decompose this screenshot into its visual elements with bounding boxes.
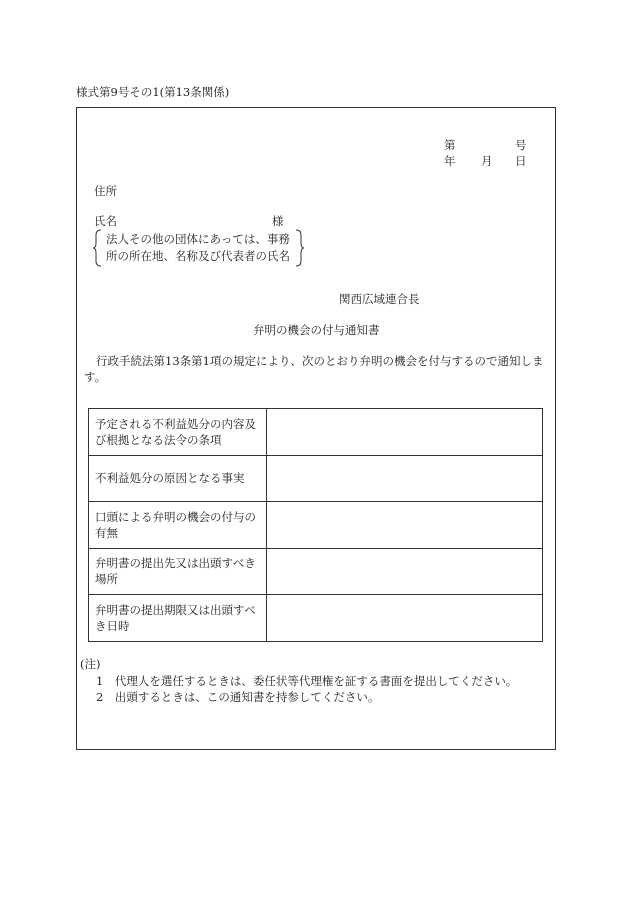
note-item: 2 出頭するときは、この通知書を持参してください。 xyxy=(96,690,380,704)
row-label: 弁明書の提出先又は出頭すべき場所 xyxy=(89,548,267,595)
table-row xyxy=(89,548,543,595)
row-value[interactable] xyxy=(267,595,543,642)
form-code: 様式第9号その1(第13条関係) xyxy=(76,85,230,99)
document-title: 弁明の機会の付与通知書 xyxy=(253,323,380,337)
note-item: 1 代理人を選任するときは、委任状等代理権を証する書面を提出してください。 xyxy=(96,674,518,688)
date-year: 年 xyxy=(444,154,456,168)
table-row xyxy=(89,595,543,642)
table-row xyxy=(89,409,543,456)
corp-note-line1: 法人その他の団体にあっては、事務 xyxy=(106,232,290,246)
table-row xyxy=(89,502,543,549)
honorific-label: 様 xyxy=(272,214,284,228)
row-value[interactable] xyxy=(267,502,543,549)
row-label: 不利益処分の原因となる事実 xyxy=(89,455,267,502)
body-text: 行政手続法第13条第1項の規定により、次のとおり弁明の機会を付与するので通知します。 xyxy=(84,354,544,384)
row-label: 弁明書の提出期限又は出頭すべき日時 xyxy=(89,595,267,642)
row-value[interactable] xyxy=(267,409,543,456)
row-value[interactable] xyxy=(267,548,543,595)
name-label: 氏名 xyxy=(94,214,117,228)
items-table xyxy=(88,408,543,642)
address-label: 住所 xyxy=(94,184,117,198)
row-label: 予定される不利益処分の内容及び根拠となる法令の条項 xyxy=(89,409,267,456)
row-value[interactable] xyxy=(267,455,543,502)
row-label: 口頭による弁明の機会の付与の有無 xyxy=(89,502,267,549)
notes-title: (注) xyxy=(80,657,101,671)
date-day: 日 xyxy=(515,154,527,168)
doc-number-go: 号 xyxy=(515,138,527,152)
doc-number-dai: 第 xyxy=(444,138,456,152)
corp-note-line2: 所の所在地、名称及び代表者の氏名 xyxy=(106,249,290,263)
date-month: 月 xyxy=(481,154,493,168)
sender-name: 関西広域連合長 xyxy=(339,292,420,306)
table-row xyxy=(89,455,543,502)
corp-note-bracket xyxy=(93,229,304,267)
